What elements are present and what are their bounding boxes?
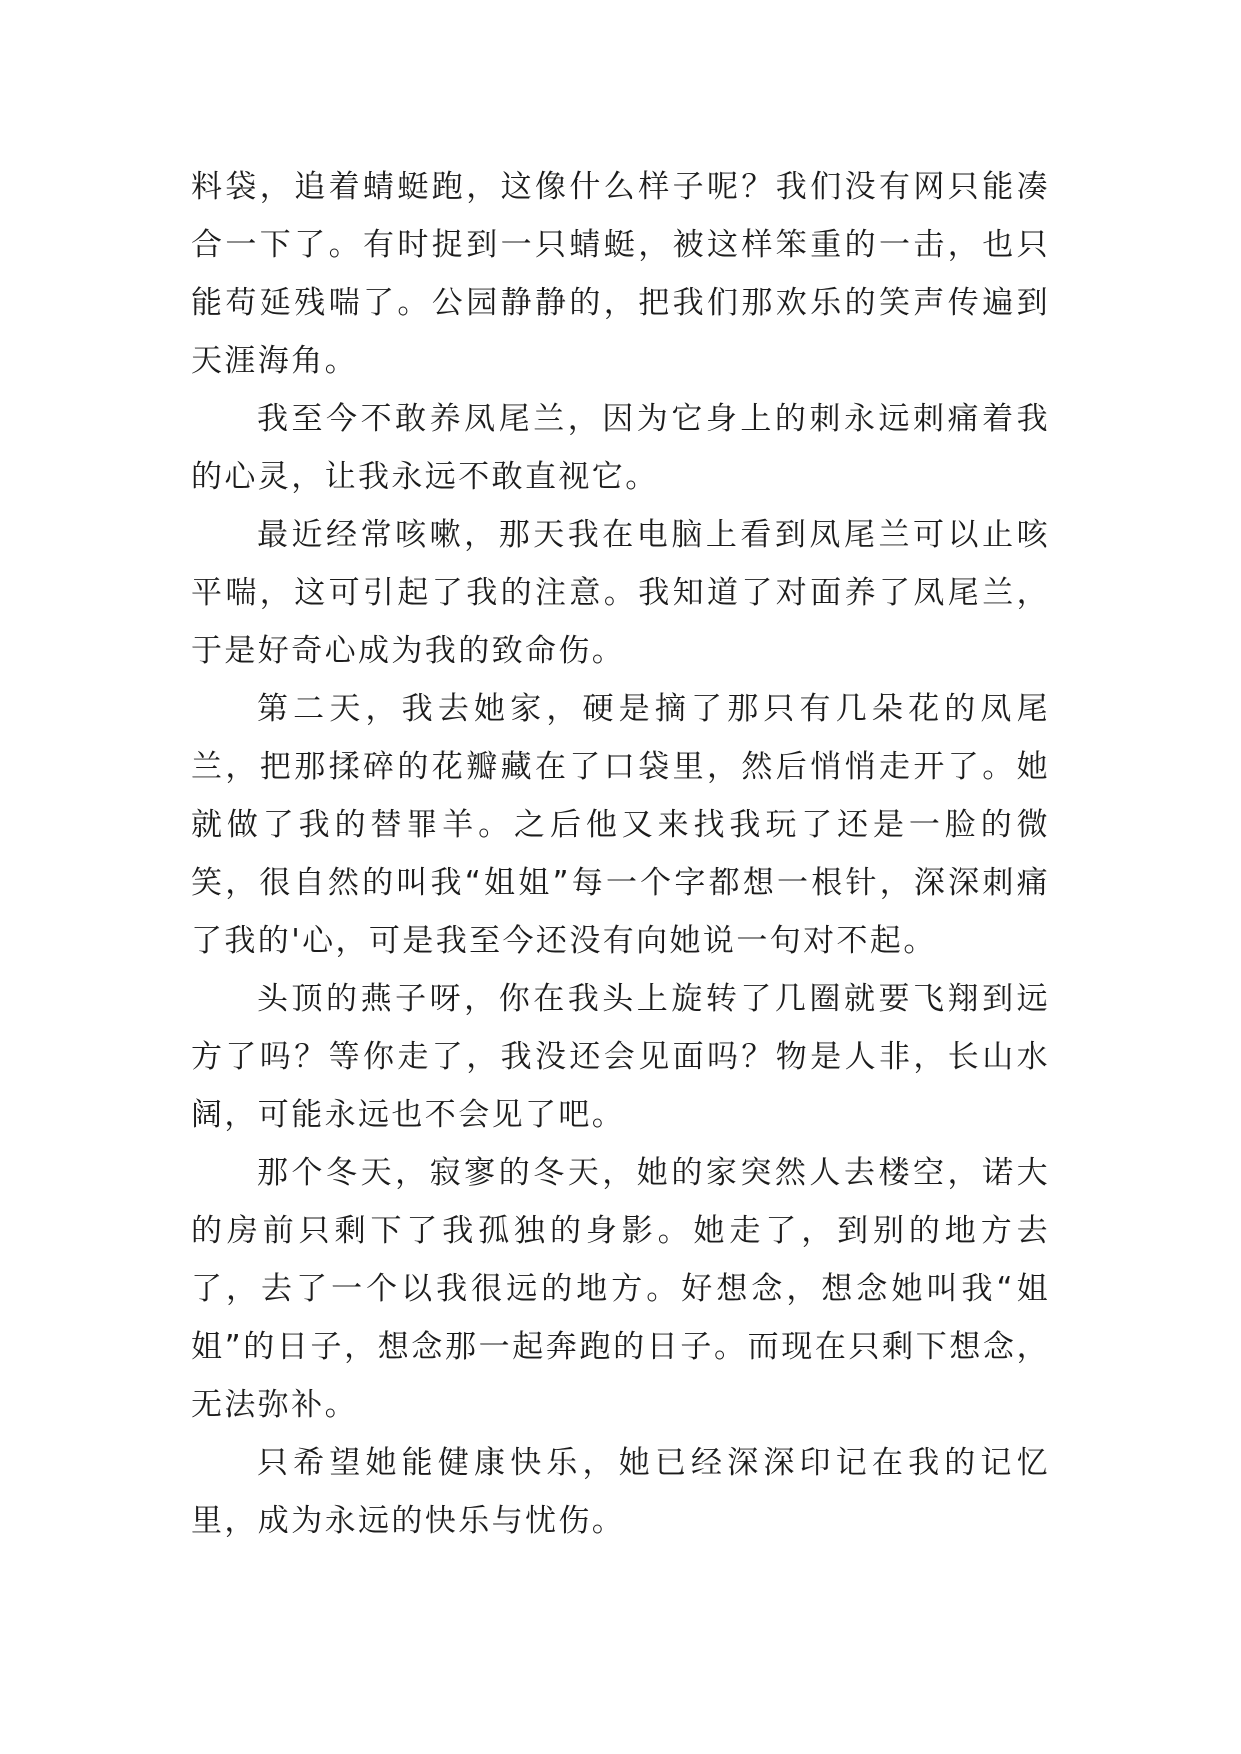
paragraph-6: 那个冬天，寂寥的冬天，她的家突然人去楼空，诺大的房前只剩下了我孤独的身影。她走了，到别的地方去了，去了一个以我很远的地方。好想念，想念她叫我“姐姐”的日子，想念那一起奔跑的日子。而现在只剩下想念，无法弥补。 [191, 1155, 1050, 1423]
paragraph-7: 只希望她能健康快乐，她已经深深印记在我的记忆里，成为永远的快乐与忧伤。 [191, 1445, 1050, 1539]
paragraph-2: 我至今不敢养凤尾兰，因为它身上的刺永远刺痛着我的心灵，让我永远不敢直视它。 [191, 401, 1050, 495]
essay-body [191, 158, 1050, 1550]
paragraph-5: 头顶的燕子呀，你在我头上旋转了几圈就要飞翔到远方了吗？等你走了，我没还会见面吗？物是人非，长山水阔，可能永远也不会见了吧。 [191, 981, 1050, 1133]
paragraph-3: 最近经常咳嗽，那天我在电脑上看到凤尾兰可以止咳平喘，这可引起了我的注意。我知道了对面养了凤尾兰，于是好奇心成为我的致命伤。 [191, 517, 1050, 669]
paragraph-1: 料袋，追着蜻蜓跑，这像什么样子呢？我们没有网只能凑合一下了。有时捉到一只蜻蜓，被这样笨重的一击，也只能苟延残喘了。公园静静的，把我们那欢乐的笑声传遍到天涯海角。 [191, 169, 1050, 379]
paragraph-4: 第二天，我去她家，硬是摘了那只有几朵花的凤尾兰，把那揉碎的花瓣藏在了口袋里，然后悄悄走开了。她就做了我的替罪羊。之后他又来找我玩了还是一脸的微笑，很自然的叫我“姐姐”每一个字都想一根针，深深刺痛了我的'心，可是我至今还没有向她说一句对不起。 [191, 691, 1050, 959]
